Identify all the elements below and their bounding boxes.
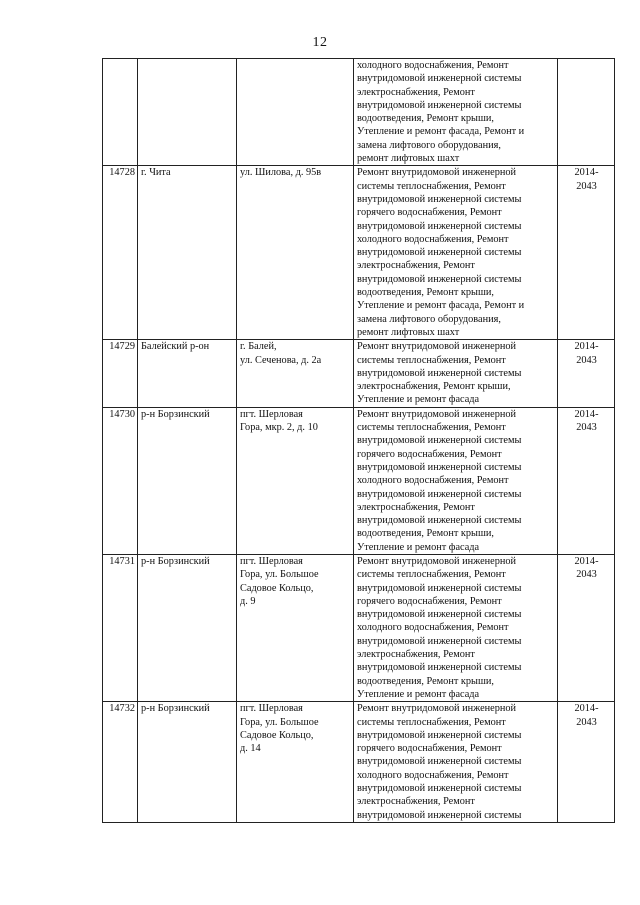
work-line: ремонт лифтовых шахт <box>357 153 460 165</box>
work-line: внутридомовой инженерной системы <box>357 488 522 500</box>
period-cell <box>558 340 615 407</box>
table-row <box>103 554 615 701</box>
address-cell <box>237 59 354 166</box>
work-line: ремонт лифтовых шахт <box>357 326 460 338</box>
work-line: системы теплоснабжения, Ремонт <box>357 354 506 366</box>
address-cell <box>237 702 354 823</box>
work-line: системы теплоснабжения, Ремонт <box>357 716 506 728</box>
period-line: 2043 <box>576 569 597 581</box>
work-line: внутридомовой инженерной системы <box>357 367 522 379</box>
table-row <box>103 702 615 823</box>
municipality-cell: р-н Борзинский <box>138 554 237 701</box>
period-cell <box>558 407 615 554</box>
work-line: водоотведения, Ремонт крыши, <box>357 113 494 125</box>
address-cell <box>237 340 354 407</box>
work-line: замена лифтового оборудования, <box>357 313 501 325</box>
work-line: Ремонт внутридомовой инженерной <box>357 408 517 420</box>
works-cell <box>354 340 558 407</box>
work-line: холодного водоснабжения, Ремонт <box>357 622 509 634</box>
table-row <box>103 340 615 407</box>
record-number-cell: 14728 <box>103 166 138 340</box>
work-line: внутридомовой инженерной системы <box>357 273 522 285</box>
period-line: 2014- <box>574 408 599 420</box>
record-number-cell <box>103 59 138 166</box>
work-line: горячего водоснабжения, Ремонт <box>357 207 502 219</box>
work-line: водоотведения, Ремонт крыши, <box>357 528 494 540</box>
record-number-cell: 14730 <box>103 407 138 554</box>
address-line: г. Балей, <box>240 341 277 353</box>
work-line: Ремонт внутридомовой инженерной <box>357 167 517 179</box>
address-line: Садовое Кольцо, <box>240 582 314 594</box>
address-line: Гора, ул. Большое <box>240 569 319 581</box>
work-line: внутридомовой инженерной системы <box>357 729 522 741</box>
address-line: ул. Шилова, д. 95в <box>240 167 322 179</box>
works-cell <box>354 702 558 823</box>
works-cell <box>354 166 558 340</box>
work-line: Ремонт внутридомовой инженерной <box>357 341 517 353</box>
work-line: системы теплоснабжения, Ремонт <box>357 569 506 581</box>
work-line: электроснабжения, Ремонт <box>357 260 475 272</box>
works-cell <box>354 554 558 701</box>
work-line: замена лифтового оборудования, <box>357 139 501 151</box>
municipality-cell: Балейский р-он <box>138 340 237 407</box>
work-line: Утепление и ремонт фасада <box>357 394 480 406</box>
period-line: 2043 <box>576 354 597 366</box>
municipality-cell: р-н Борзинский <box>138 702 237 823</box>
record-number-cell: 14731 <box>103 554 138 701</box>
period-line: 2014- <box>574 555 599 567</box>
work-line: Утепление и ремонт фасада <box>357 541 480 553</box>
work-line: внутридомовой инженерной системы <box>357 73 522 85</box>
address-line: пгт. Шерловая <box>240 703 303 715</box>
work-line: системы теплоснабжения, Ремонт <box>357 180 506 192</box>
work-line: внутридомовой инженерной системы <box>357 635 522 647</box>
work-line: внутридомовой инженерной системы <box>357 247 522 259</box>
record-number-cell: 14729 <box>103 340 138 407</box>
address-cell <box>237 166 354 340</box>
municipality-cell <box>138 59 237 166</box>
work-line: внутридомовой инженерной системы <box>357 435 522 447</box>
period-line: 2043 <box>576 422 597 434</box>
work-line: Ремонт внутридомовой инженерной <box>357 555 517 567</box>
table-row <box>103 407 615 554</box>
address-line: д. 14 <box>240 743 261 755</box>
page-number: 12 <box>312 35 328 50</box>
address-line: пгт. Шерловая <box>240 555 303 567</box>
table-row <box>103 59 615 166</box>
work-line: внутридомовой инженерной системы <box>357 783 522 795</box>
municipality-cell: г. Чита <box>138 166 237 340</box>
address-line: Садовое Кольцо, <box>240 729 314 741</box>
work-line: горячего водоснабжения, Ремонт <box>357 743 502 755</box>
work-line: Утепление и ремонт фасада, Ремонт и <box>357 300 525 312</box>
work-line: холодного водоснабжения, Ремонт <box>357 233 509 245</box>
work-line: внутридомовой инженерной системы <box>357 756 522 768</box>
work-line: горячего водоснабжения, Ремонт <box>357 595 502 607</box>
work-line: внутридомовой инженерной системы <box>357 193 522 205</box>
work-line: внутридомовой инженерной системы <box>357 515 522 527</box>
address-cell <box>237 554 354 701</box>
work-line: внутридомовой инженерной системы <box>357 461 522 473</box>
period-line: 2043 <box>576 716 597 728</box>
period-line: 2014- <box>574 167 599 179</box>
period-cell <box>558 702 615 823</box>
address-line: пгт. Шерловая <box>240 408 303 420</box>
work-line: водоотведения, Ремонт крыши, <box>357 675 494 687</box>
address-cell <box>237 407 354 554</box>
period-line: 2043 <box>576 180 597 192</box>
works-cell <box>354 59 558 166</box>
period-line: 2014- <box>574 703 599 715</box>
registry-table <box>102 58 615 823</box>
address-line: ул. Сеченова, д. 2а <box>240 354 322 366</box>
work-line: холодного водоснабжения, Ремонт <box>357 60 509 71</box>
period-cell <box>558 166 615 340</box>
period-line: 2014- <box>574 341 599 353</box>
work-line: холодного водоснабжения, Ремонт <box>357 769 509 781</box>
work-line: внутридомовой инженерной системы <box>357 220 522 232</box>
period-cell <box>558 554 615 701</box>
table-row <box>103 166 615 340</box>
work-line: Утепление и ремонт фасада <box>357 688 480 700</box>
work-line: электроснабжения, Ремонт <box>357 501 475 513</box>
address-line: Гора, ул. Большое <box>240 716 319 728</box>
registry-table-body <box>103 59 615 823</box>
work-line: Утепление и ремонт фасада, Ремонт и <box>357 126 525 138</box>
work-line: электроснабжения, Ремонт крыши, <box>357 381 511 393</box>
work-line: водоотведения, Ремонт крыши, <box>357 287 494 299</box>
period-cell <box>558 59 615 166</box>
record-number-cell: 14732 <box>103 702 138 823</box>
work-line: внутридомовой инженерной системы <box>357 99 522 111</box>
work-line: внутридомовой инженерной системы <box>357 662 522 674</box>
work-line: электроснабжения, Ремонт <box>357 86 475 98</box>
work-line: внутридомовой инженерной системы <box>357 582 522 594</box>
work-line: внутридомовой инженерной системы <box>357 809 522 821</box>
work-line: электроснабжения, Ремонт <box>357 649 475 661</box>
work-line: Ремонт внутридомовой инженерной <box>357 703 517 715</box>
work-line: холодного водоснабжения, Ремонт <box>357 475 509 487</box>
work-line: системы теплоснабжения, Ремонт <box>357 422 506 434</box>
work-line: электроснабжения, Ремонт <box>357 796 475 808</box>
address-line: д. 9 <box>240 595 256 607</box>
municipality-cell: р-н Борзинский <box>138 407 237 554</box>
address-line: Гора, мкр. 2, д. 10 <box>240 422 318 434</box>
works-cell <box>354 407 558 554</box>
work-line: горячего водоснабжения, Ремонт <box>357 448 502 460</box>
work-line: внутридомовой инженерной системы <box>357 609 522 621</box>
